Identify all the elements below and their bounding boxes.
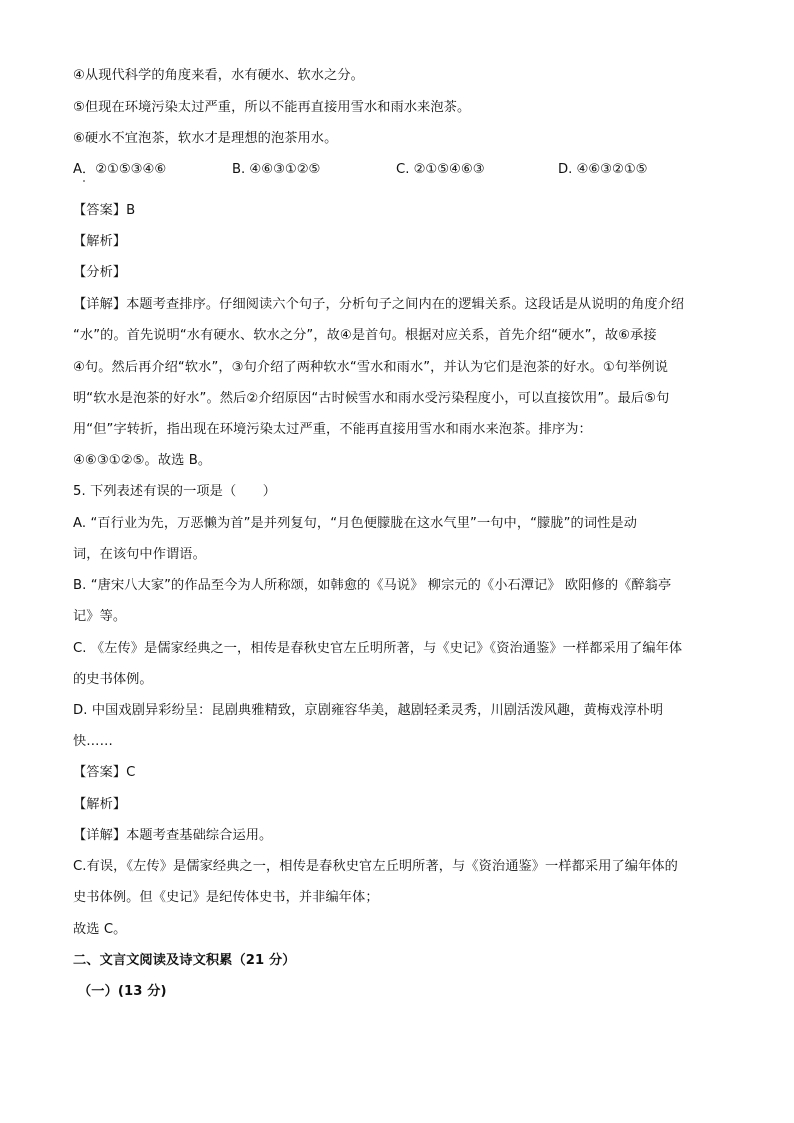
q5-option-d-line-2: 快…… — [73, 734, 113, 749]
q5-choice: 故选 C。 — [73, 922, 127, 937]
q4-answer: 【答案】B — [73, 203, 136, 218]
q5-explanation-line-1: C.有误，《左传》是儒家经典之一，相传是春秋史官左丘明所著，与《资治通鉴》一样都采用了编年体的 — [73, 859, 678, 874]
q5-option-b-line-2: 记》等。 — [73, 609, 127, 624]
q4-option-d: D. ④⑥③②①⑤ — [558, 162, 648, 177]
section-2-heading: 二、文言文阅读及诗文积累（21 分） — [73, 953, 296, 968]
stray-dot — [83, 180, 85, 182]
sentence-4: ④从现代科学的角度来看，水有硬水、软水之分。 — [73, 68, 364, 83]
q4-option-c: C. ②①⑤④⑥③ — [396, 162, 485, 177]
sentence-5: ⑤但现在环境污染太过严重，所以不能再直接用雪水和雨水来泡茶。 — [73, 100, 471, 115]
q4-detail-line-6: ④⑥③①②⑤。故选 B。 — [73, 453, 212, 468]
q5-option-a-line-1: A. “百行业为先，万恶懒为首”是并列复句，“月色便朦胧在这水气里”一句中，“朦胧”的词性是动 — [73, 516, 637, 531]
q4-detail-line-1: 【详解】本题考查排序。仔细阅读六个句子，分析句子之间内在的逻辑关系。这段话是从说明的角度介绍 — [73, 297, 685, 312]
q5-stem: 5. 下列表述有误的一项是（ ） — [73, 484, 277, 499]
q4-detail-line-5: 用“但”字转折，指出现在环境污染太过严重，不能再直接用雪水和雨水来泡茶。排序为： — [73, 422, 592, 437]
q4-detail-line-4: 明“软水是泡茶的好水”。然后②介绍原因“古时候雪水和雨水受污染程度小，可以直接饮用”。最后⑤句 — [73, 391, 670, 406]
q4-option-b: B. ④⑥③①②⑤ — [232, 162, 321, 177]
q4-detail-line-3: ④句。然后再介绍“软水”，③句介绍了两种软水“雪水和雨水”，并认为它们是泡茶的好水。①句举例说 — [73, 360, 668, 375]
q4-options — [73, 160, 723, 180]
q5-option-c-line-2: 的史书体例。 — [73, 672, 153, 687]
q5-option-d-line-1: D. 中国戏剧异彩纷呈：昆剧典雅精致，京剧雍容华美，越剧轻柔灵秀，川剧活泼风趣，黄梅戏淳朴明 — [73, 703, 664, 718]
subsection-1-heading: （一）(13 分) — [78, 984, 167, 999]
q4-detail-line-2: “水”的。首先说明“水有硬水、软水之分”，故④是首句。根据对应关系，首先介绍“硬水”，故⑥承接 — [73, 328, 657, 343]
q5-explanation-line-2: 史书体例。但《史记》是纪传体史书，并非编年体； — [73, 890, 379, 905]
q5-option-a-line-2: 词，在该句中作谓语。 — [73, 547, 206, 562]
q4-fenxi-label: 【分析】 — [73, 265, 127, 280]
q4-option-a: A．②①⑤③④⑥ — [73, 162, 167, 177]
q5-option-b-line-1: B. “唐宋八大家”的作品至今为人所称颂，如韩愈的《马说》 柳宗元的《小石潭记》 欧阳修的《醉翁亭 — [73, 578, 672, 593]
q4-analysis-label: 【解析】 — [73, 234, 127, 249]
sentence-6: ⑥硬水不宜泡茶，软水才是理想的泡茶用水。 — [73, 131, 338, 146]
q5-answer: 【答案】C — [73, 765, 136, 780]
q5-analysis-label: 【解析】 — [73, 797, 127, 812]
q5-detail: 【详解】本题考查基础综合运用。 — [73, 828, 273, 843]
q5-option-c-line-1: C. 《左传》是儒家经典之一，相传是春秋史官左丘明所著，与《史记》《资治通鉴》一样都采用了编年体 — [73, 641, 683, 656]
